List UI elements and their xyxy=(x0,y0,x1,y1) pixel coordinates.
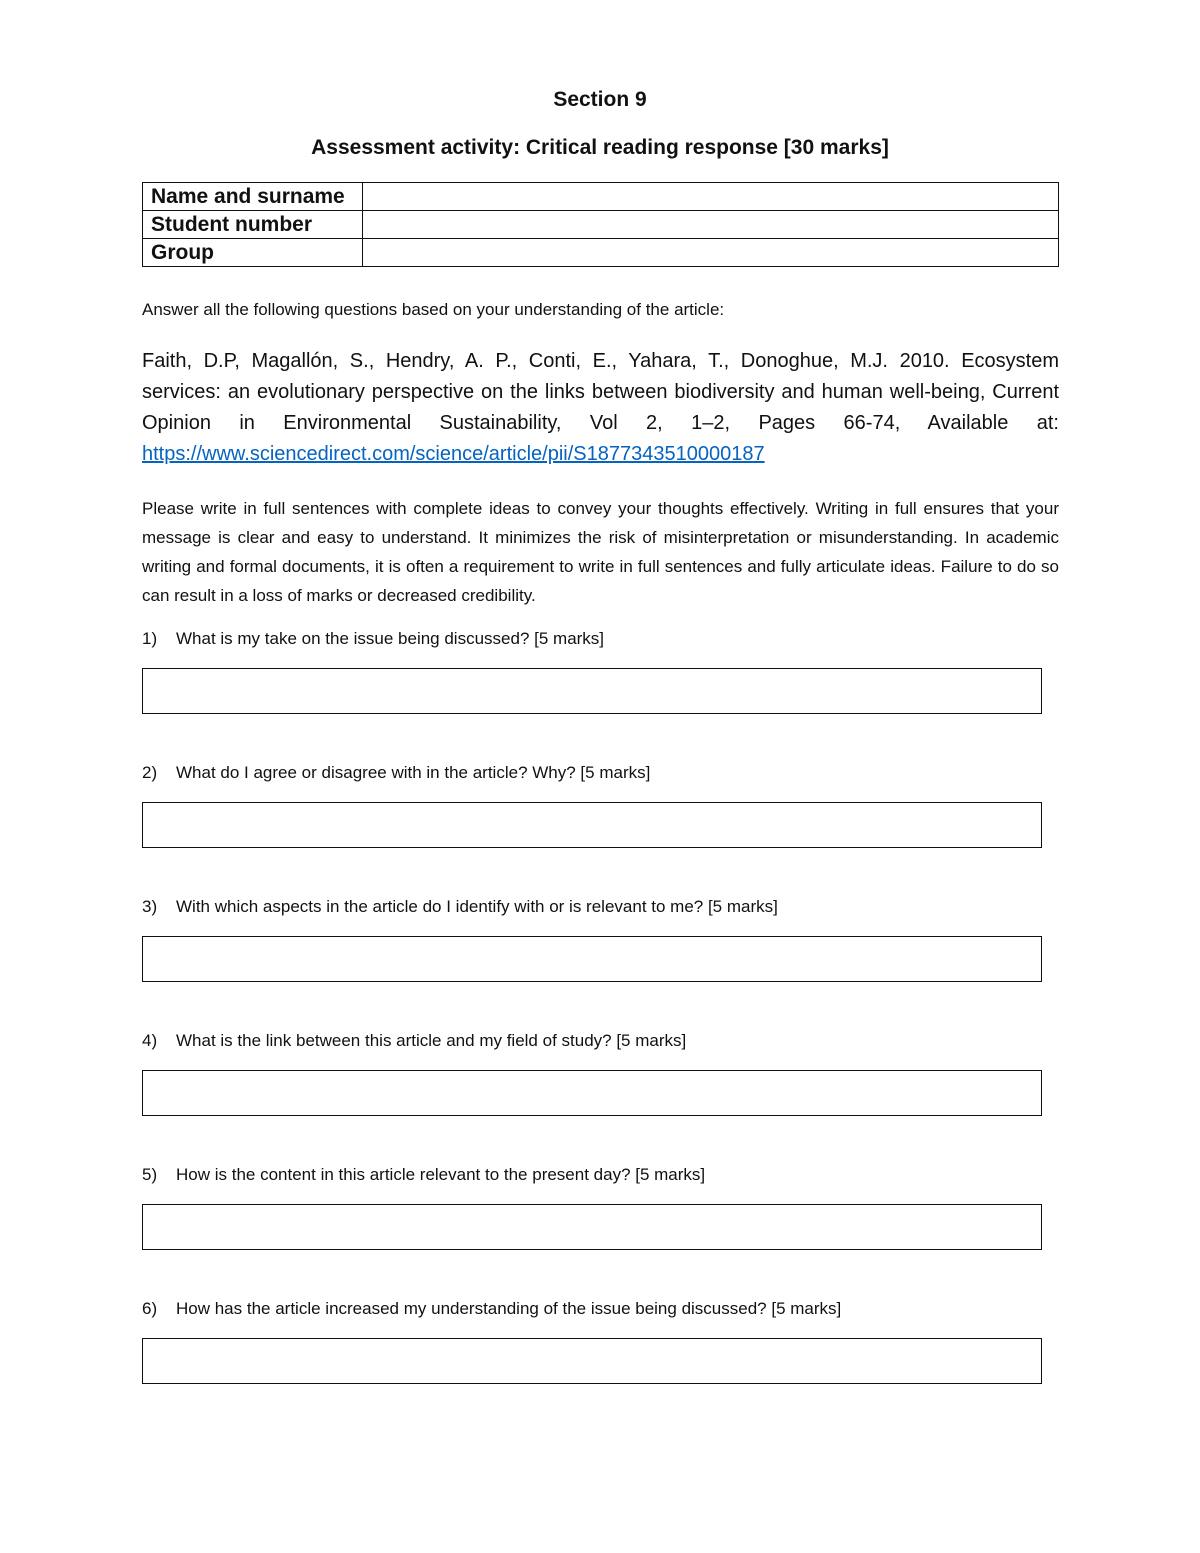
table-row xyxy=(143,183,1059,211)
student-info-table xyxy=(142,182,1059,267)
question-2 xyxy=(142,761,1059,785)
writing-guidance: Please write in full sentences with complete ideas to convey your thoughts effectively. Writing in full ensures that your message is clear and easy to understand. It minimizes the risk of misinterpretation or misunderstanding. In academic writing and formal documents, it is often a requirement to write in full sentences and fully articulate ideas. Failure to do so can result in a loss of marks or decreased credibility. xyxy=(142,499,1059,605)
answer-box-4[interactable] xyxy=(142,1070,1042,1116)
question-number: 2) xyxy=(142,763,158,782)
instruction-text: Answer all the following questions based on your understanding of the article: xyxy=(142,300,725,319)
question-number: 3) xyxy=(142,897,158,916)
answer-box-3[interactable] xyxy=(142,936,1042,982)
citation-text: Faith, D.P, Magallón, S., Hendry, A. P., Conti, E., Yahara, T., Donoghue, M.J. 2010. Ecosystem services: an evolutionary perspective on the links between biodiversity and human well-being, Current Opinion in Environmental Sustainability, Vol 2, 1–2, Pages 66-74, Available at: xyxy=(142,350,1059,434)
question-5 xyxy=(142,1163,1059,1187)
answer-box-6[interactable] xyxy=(142,1338,1042,1384)
question-number: 1) xyxy=(142,629,158,648)
answer-box-5[interactable] xyxy=(142,1204,1042,1250)
student-number-label: Student number xyxy=(143,211,363,239)
question-number: 6) xyxy=(142,1299,158,1318)
question-number: 5) xyxy=(142,1165,158,1184)
answer-box-2[interactable] xyxy=(142,802,1042,848)
section-title: Section 9 xyxy=(553,88,647,111)
table-row xyxy=(143,239,1059,267)
answer-box-1[interactable] xyxy=(142,668,1042,714)
activity-title: Assessment activity: Critical reading response [30 marks] xyxy=(311,136,889,159)
question-3 xyxy=(142,895,1059,919)
group-label: Group xyxy=(143,239,363,267)
question-number: 4) xyxy=(142,1031,158,1050)
question-text: How is the content in this article relevant to the present day? [5 marks] xyxy=(176,1165,706,1184)
question-text: What is the link between this article and my field of study? [5 marks] xyxy=(176,1031,687,1050)
question-4 xyxy=(142,1029,1059,1053)
article-citation xyxy=(142,346,1059,470)
student-number-field[interactable] xyxy=(363,211,1059,239)
question-6 xyxy=(142,1297,1059,1321)
table-row xyxy=(143,211,1059,239)
question-text: What do I agree or disagree with in the article? Why? [5 marks] xyxy=(176,763,651,782)
question-1 xyxy=(142,627,1059,651)
question-text: How has the article increased my understanding of the issue being discussed? [5 marks] xyxy=(176,1299,842,1318)
question-text: What is my take on the issue being discussed? [5 marks] xyxy=(176,629,605,648)
name-surname-field[interactable] xyxy=(363,183,1059,211)
question-text: With which aspects in the article do I identify with or is relevant to me? [5 marks] xyxy=(176,897,778,916)
article-link[interactable]: https://www.sciencedirect.com/science/article/pii/S1877343510000187 xyxy=(142,443,765,465)
group-field[interactable] xyxy=(363,239,1059,267)
name-surname-label: Name and surname xyxy=(143,183,363,211)
